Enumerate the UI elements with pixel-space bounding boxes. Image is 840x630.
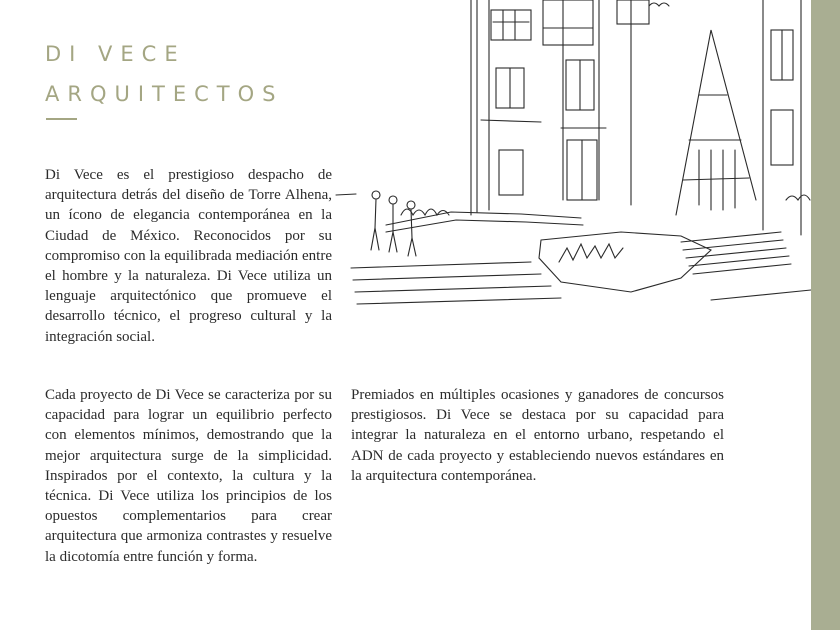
brand-title: [45, 34, 284, 114]
architectural-sketch-image: [331, 0, 811, 360]
title-underline: [46, 118, 77, 120]
title-line-2: ARQUITECTOS: [45, 82, 284, 106]
intro-paragraph: Di Vece es el prestigioso despacho de arquitectura detrás del diseño de Torre Alhena, un ícono de elegancia contemporánea en la Ciudad de México. Reconocidos por su compromiso con la equilibrada mediación entre el hombre y la naturaleza. Di Vece utiliza un lenguaje arquitectónico que promueve el desarrollo técnico, el progreso cultural y la integración social.: [45, 167, 332, 345]
side-accent-band: [811, 0, 840, 630]
title-line-1: DI VECE: [45, 42, 186, 66]
philosophy-paragraph: Cada proyecto de Di Vece se caracteriza por su capacidad para lograr un equilibrio perfecto con elementos mínimos, demostrando que la mejor arquitectura surge de la simplicidad. Inspirados por el contexto, la cultura y la técnica. Di Vece utiliza los principios de los opuestos complementarios para crear arquitectura que armoniza contrastes y resuelve la dicotomía entre función y forma.: [45, 387, 332, 565]
awards-paragraph: Premiados en múltiples ocasiones y ganadores de concursos prestigiosos. Di Vece se destaca por su capacidad para integrar la naturaleza en el entorno urbano, respetando el ADN de cada proyecto y estableciendo nuevos estándares en la arquitectura contemporánea.: [351, 387, 724, 484]
